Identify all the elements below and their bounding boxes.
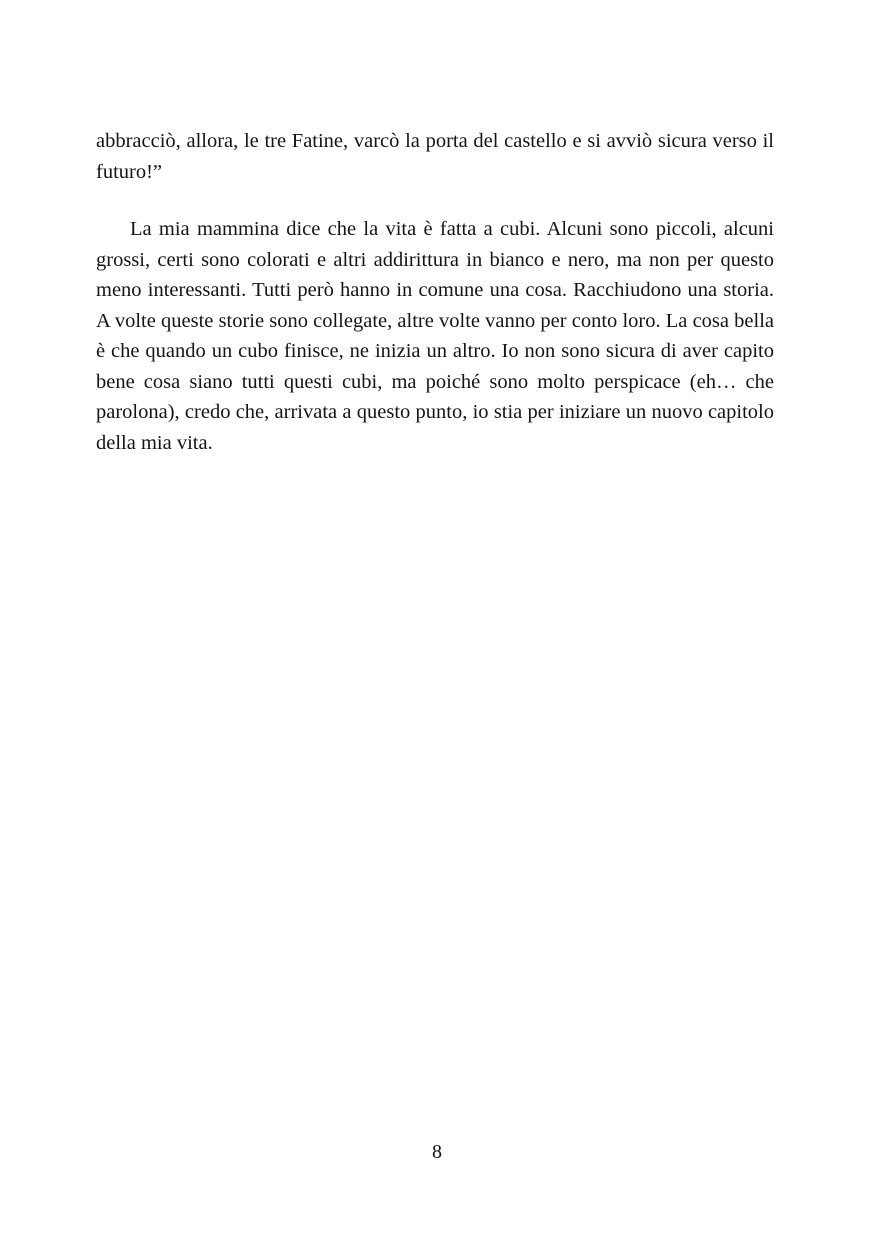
- page-number: 8: [432, 1141, 442, 1163]
- body-text: [96, 126, 774, 458]
- paragraph-continuation: abbracciò, allora, le tre Fatine, varcò la porta del castello e si avviò sicura verso il futuro!”: [96, 130, 774, 183]
- paragraph-body: La mia mammina dice che la vita è fatta a cubi. Alcuni sono piccoli, alcuni grossi, certi sono colorati e altri addirittura in bianco e nero, ma non per questo meno interessanti. Tutti però hanno in comune una cosa. Racchiudono una storia. A volte queste storie sono collegate, altre volte vanno per conto loro. La cosa bella è che quando un cubo finisce, ne inizia un altro. Io non sono sicura di aver capito bene cosa siano tutti questi cubi, ma poiché sono molto perspicace (eh… che parolona), credo che, arrivata a questo punto, io stia per iniziare un nuovo capitolo della mia vita.: [96, 218, 774, 454]
